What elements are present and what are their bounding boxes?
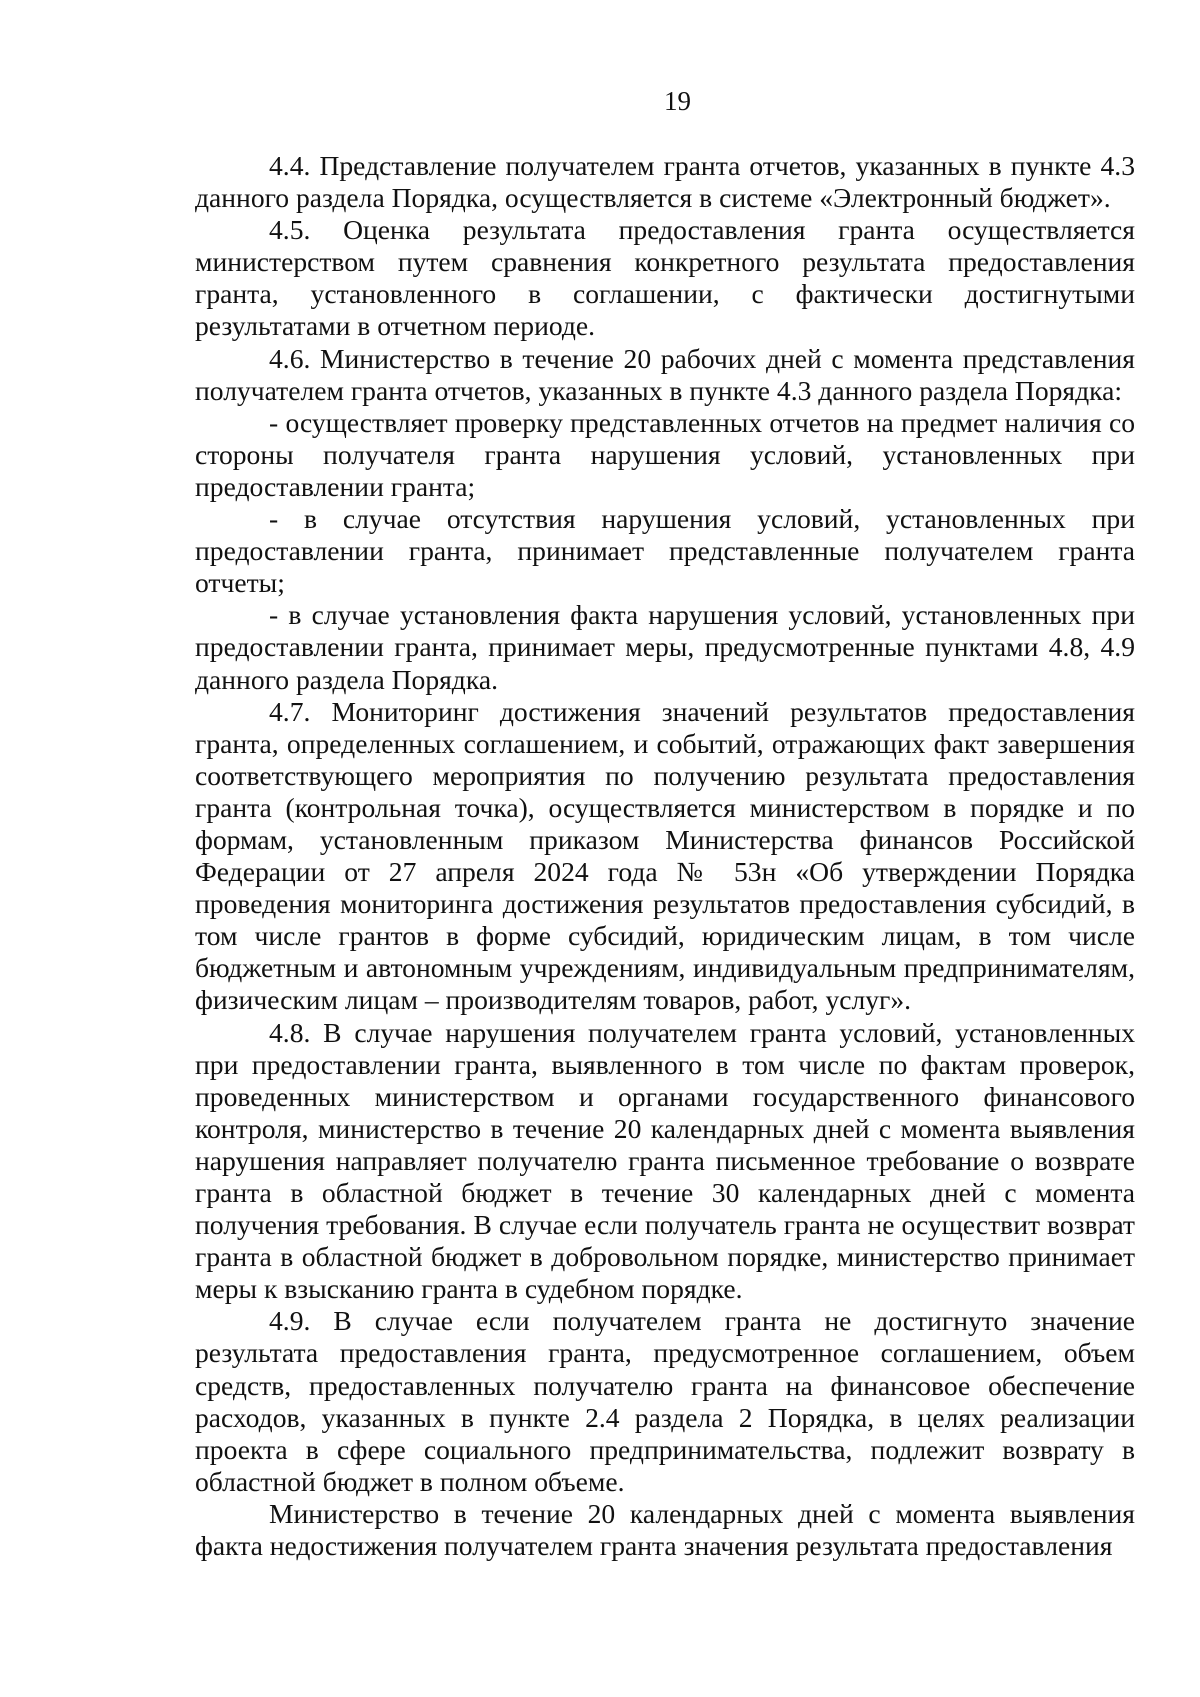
page-number: 19: [664, 86, 691, 116]
paragraph-4-9: 4.9. В случае если получателем гранта не достигнуто значение результата предоставления гранта, предусмотренное соглашением, объем средств, предоставленных получателю гранта на финансовое обеспечение расходов, указанных в пункте 2.4 раздела 2 Порядка, в целях реализации проекта в сфере социального предпринимательства, подлежит возврату в областной бюджет в полном объеме.: [195, 1305, 1135, 1497]
paragraph-4-7: 4.7. Мониторинг достижения значений результатов предоставления гранта, определенных соглашением, и событий, отражающих факт завершения соответствующего мероприятия по получению результата предоставления гранта (контрольная точка), осуществляется министерством в порядке и по формам, установленным приказом Министерства финансов Российской Федерации от 27 апреля 2024 года № 53н «Об утверждении Порядка проведения мониторинга достижения результатов предоставления субсидий, в том числе грантов в форме субсидий, юридическим лицам, в том числе бюджетным и автономным учреждениям, индивидуальным предпринимателям, физическим лицам – производителям товаров, работ, услуг».: [195, 695, 1135, 1016]
paragraph-ministry-deadline: Министерство в течение 20 календарных дней с момента выявления факта недостижения получателем гранта значения результата предоставления: [195, 1497, 1135, 1562]
paragraph-4-5: 4.5. Оценка результата предоставления гранта осуществляется министерством путем сравнения конкретного результата предоставления гранта, установленного в соглашении, с фактически достигнутыми результатами в отчетном периоде.: [195, 214, 1135, 342]
document-body: [195, 150, 1135, 1562]
paragraph-4-8: 4.8. В случае нарушения получателем гранта условий, установленных при предоставлении гранта, выявленного в том числе по фактам проверок, проведенных министерством и органами государственного финансового контроля, министерство в течение 20 календарных дней с момента выявления нарушения направляет получателю гранта письменное требование о возврате гранта в областной бюджет в течение 30 календарных дней с момента получения требования. В случае если получатель гранта не осуществит возврат гранта в областной бюджет в добровольном порядке, министерство принимает меры к взысканию гранта в судебном порядке.: [195, 1016, 1135, 1305]
list-item-check-reports: - осуществляет проверку представленных отчетов на предмет наличия со стороны получателя гранта нарушения условий, установленных при предоставлении гранта;: [195, 406, 1135, 502]
paragraph-4-6: 4.6. Министерство в течение 20 рабочих дней с момента представления получателем гранта отчетов, указанных в пункте 4.3 данного раздела Порядка:: [195, 342, 1135, 406]
list-item-take-measures: - в случае установления факта нарушения условий, установленных при предоставлении гранта, принимает меры, предусмотренные пунктами 4.8, 4.9 данного раздела Порядка.: [195, 599, 1135, 695]
paragraph-4-4: 4.4. Представление получателем гранта отчетов, указанных в пункте 4.3 данного раздела Порядка, осуществляется в системе «Электронный бюджет».: [195, 150, 1135, 214]
list-item-accept-reports: - в случае отсутствия нарушения условий, установленных при предоставлении гранта, принимает представленные получателем гранта отчеты;: [195, 503, 1135, 599]
